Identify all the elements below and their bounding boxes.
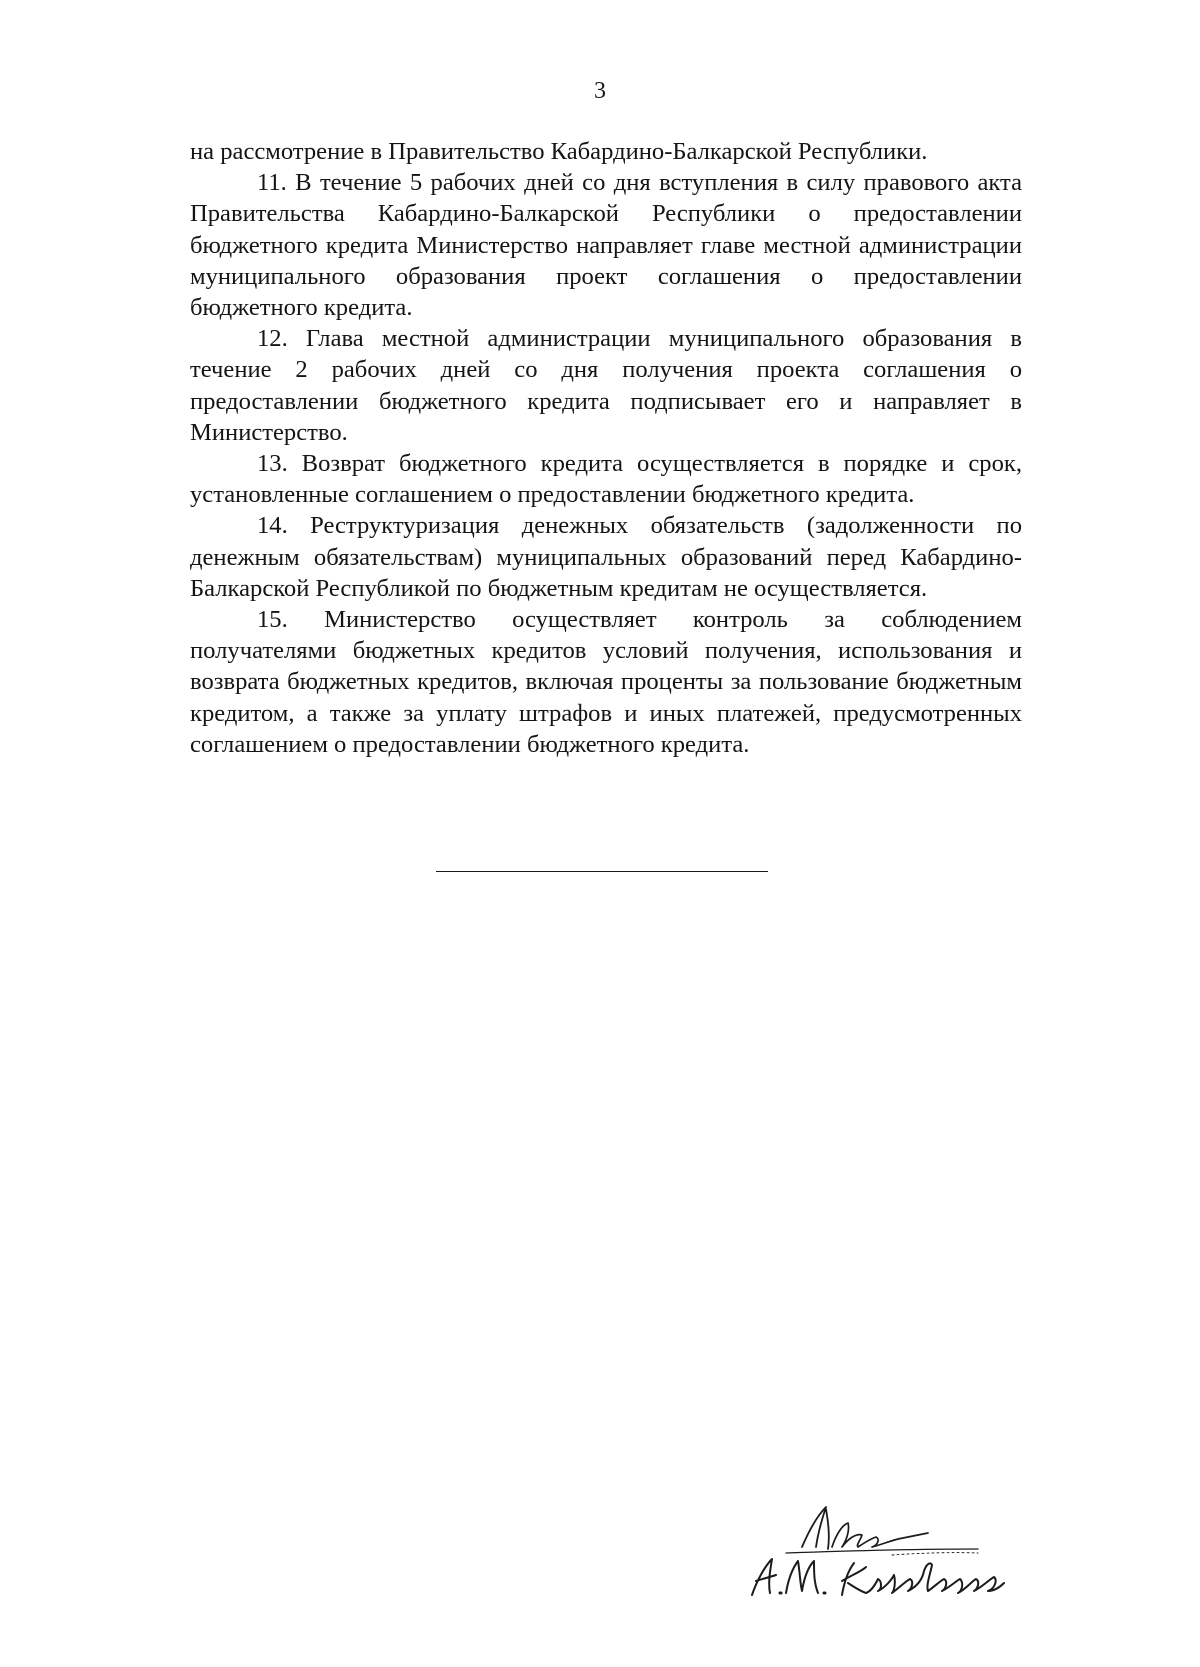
signature-name-initial-a <box>752 1559 776 1595</box>
document-body <box>190 136 1022 760</box>
page-number: 3 <box>594 78 606 104</box>
paragraph-15: 15. Министерство осуществляет контроль за соблюдением получателями бюджетных кредитов условий получения, использования и возврата бюджетных кредитов, включая проценты за пользование бюджетным кредитом, а также за уплату штрафов и иных платежей, предусмотренных соглашением о предоставлении бюджетного кредита. <box>190 606 1022 758</box>
signature-name-initial-m <box>786 1561 818 1593</box>
signature-underline-tail <box>892 1553 978 1555</box>
end-separator-line <box>436 871 768 872</box>
paragraph-14: 14. Реструктуризация денежных обязательств (задолженности по денежным обязательствам) муниципальных образований перед Кабардино-Балкарской Республикой по бюджетным кредитам не осуществляется. <box>190 512 1022 602</box>
signature-upper-stroke <box>802 1507 829 1549</box>
paragraph-12: 12. Глава местной администрации муниципального образования в течение 2 рабочих дней со дня получения проекта соглашения о предоставлении бюджетного кредита подписывает его и направляет в Министерство. <box>190 325 1022 446</box>
handwritten-signature <box>742 1495 1032 1605</box>
signature-drawing <box>742 1495 1032 1605</box>
paragraph-11: 11. В течение 5 рабочих дней со дня вступления в силу правового акта Правительства Кабардино-Балкарской Республики о предоставлении бюджетного кредита Министерство направляет главе местной администрации муниципального образования проект соглашения о предоставлении бюджетного кредита. <box>190 169 1022 322</box>
paragraph-continuation: на рассмотрение в Правительство Кабардино-Балкарской Республики. <box>190 138 928 165</box>
signature-upper-loops <box>832 1523 928 1547</box>
signature-name-surname <box>842 1563 1004 1595</box>
paragraph-13: 13. Возврат бюджетного кредита осуществляется в порядке и срок, установленные соглашением о предоставлении бюджетного кредита. <box>190 450 1022 509</box>
